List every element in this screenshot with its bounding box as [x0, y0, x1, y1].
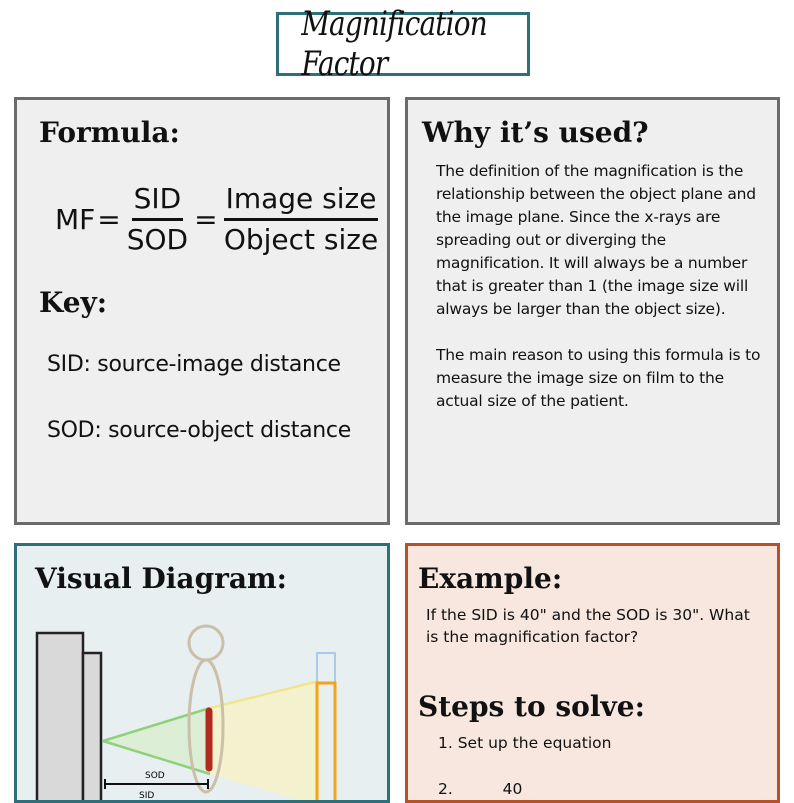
why-heading: [418, 116, 653, 150]
example-question: If the SID is 40" and the SOD is 30". What is the magnification factor?: [426, 606, 750, 646]
fraction-object-size: Object size: [223, 223, 379, 256]
why-heading-text: Why it’s used?: [422, 116, 649, 149]
steps-heading-text: Steps to solve:: [418, 690, 645, 723]
fraction-image-size: Image size: [224, 182, 379, 221]
equals-sign-2: =: [194, 203, 218, 236]
why-body: [436, 160, 766, 436]
xray-beam-near: [103, 708, 210, 774]
step-2: [438, 780, 522, 798]
detector-cap: [317, 653, 335, 683]
key-heading: [35, 286, 111, 320]
visual-diagram: [17, 546, 387, 800]
mf-label: MF: [55, 203, 96, 236]
image-receptor: [317, 683, 335, 800]
formula-panel: [14, 97, 390, 525]
page-title: Magnification Factor: [301, 4, 487, 84]
key-heading-text: Key:: [39, 286, 108, 319]
visual-heading: Visual Diagram:: [35, 562, 288, 595]
example-heading: [414, 562, 566, 596]
why-paragraph-2: The main reason to using this formula is to measure the image size on film to the actual size of the patient.: [436, 346, 761, 410]
xray-tube-collimator: [83, 653, 101, 800]
formula-heading-text: Formula:: [39, 116, 180, 149]
example-panel: [405, 543, 780, 803]
fraction-sid: SID: [132, 182, 184, 221]
formula-heading: [35, 116, 184, 150]
step-2-number: 2.: [438, 780, 453, 798]
sid-sod-fraction: [127, 182, 188, 257]
xray-beam-far: [210, 681, 319, 800]
step-2-value: 40: [502, 780, 523, 798]
formula: [55, 182, 382, 257]
fraction-sod: SOD: [126, 223, 189, 256]
step-1: 1. Set up the equation: [438, 734, 612, 752]
sid-label: SID: [139, 791, 155, 800]
why-paragraph-1: The definition of the magnification is the relationship between the object plane and the image plane. Since the x-rays are spreading out or diverging the magnification. It will always be a number that is greater than 1 (the image size will always be larger than the object size).: [436, 162, 756, 318]
example-heading-text: Example:: [418, 562, 563, 595]
title-box: [276, 4, 530, 84]
steps-heading: [414, 690, 649, 724]
key-sod: SOD: source-object distance: [47, 418, 351, 443]
xray-tube-housing: [37, 633, 83, 800]
size-fraction: [224, 182, 379, 257]
why-panel: [405, 97, 780, 525]
key-sid: SID: source-image distance: [47, 352, 341, 377]
sod-label: SOD: [145, 771, 165, 781]
visual-panel: [14, 543, 390, 803]
patient-head: [189, 626, 223, 660]
equals-sign-1: =: [97, 203, 121, 236]
